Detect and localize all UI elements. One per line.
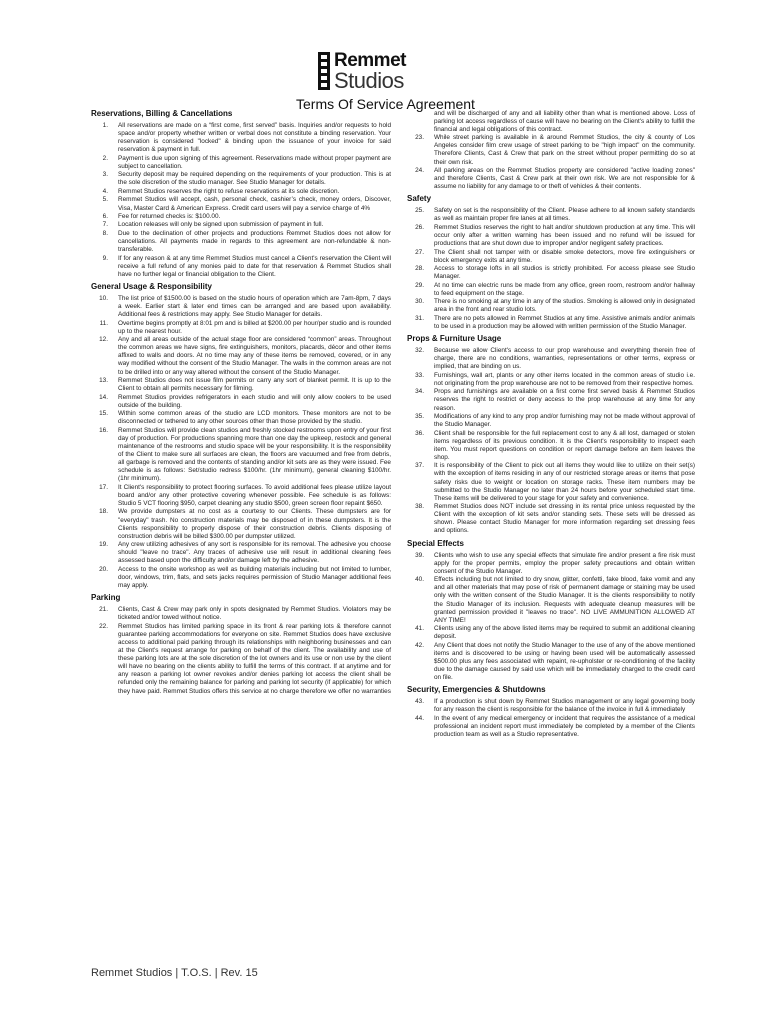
- item-text: Because we allow Client's access to our prop warehouse and everything therein free of charge, there are no conditions, warranties, representations or other terms, express or implied, that are binding on us.: [434, 347, 695, 371]
- item-text: Props and furnishings are available on a first come first served basis & Remmet Studios reserves the right to restrict or deny access to the prop warehouse at any time for any reason.: [434, 388, 695, 412]
- item-number: 25.: [415, 207, 424, 215]
- terms-item: [91, 320, 391, 336]
- document-title: Terms Of Service Agreement: [296, 96, 475, 112]
- item-number: 22.: [99, 622, 108, 630]
- item-text: While street parking is available in & around Remmet Studios, the city & county of Los Angeles consider film crew usage of street parking to be "high impact" on the community. Therefore Clients, Cast & Crew that park on the street without proper permitting do so at their own risk.: [434, 134, 695, 166]
- terms-item: [407, 503, 695, 535]
- parking-continuation: and will be discharged of any and all liability other than what is mentioned above. Loss of parking lot access regardless of cause will have no bearing on the Client's ability to fulfill the financial and legal obligations of this contract.: [434, 110, 695, 134]
- terms-item: [91, 221, 391, 229]
- section-heading-safety: Safety: [407, 194, 432, 204]
- item-text: Overtime begins promptly at 8:01 pm and is billed at $200.00 per hour/per studio and is rounded up to the nearest hour.: [118, 319, 391, 335]
- terms-item: [407, 698, 695, 714]
- item-text: Access to the onsite workshop as well as building materials including but not limited to lumber, door, windows, trim, flats, and sets jacks requires permission of Studio Manager additional fees may apply.: [118, 565, 391, 590]
- item-text: Furnishings, wall art, plants or any other items located in the common areas of studio i.e. not originating from the prop warehouse are not to be removed from their respective homes.: [434, 371, 695, 387]
- item-text: Safety on set is the responsibility of the Client. Please adhere to all known safety standards as well as maintain proper fire lanes at all times.: [434, 207, 695, 223]
- terms-item: [407, 265, 695, 281]
- terms-item: [91, 427, 391, 484]
- item-number: 41.: [415, 625, 424, 633]
- item-number: 29.: [415, 281, 424, 289]
- item-number: 24.: [415, 167, 424, 175]
- item-text: There are no pets allowed in Remmet Studios at any time. Assistive animals and/or animals to be used in a production may be allowed with written permission of the Studio Manager.: [434, 314, 695, 330]
- item-number: 36.: [415, 429, 424, 437]
- remmet-studios-logo: [318, 52, 458, 92]
- item-text: We provide dumpsters at no cost as a courtesy to our Clients. These dumpsters are for "everyday" trash. No construction materials may be disposed of in these dumpsters. It is the Clients responsibility to properly dispose of their construction debris. Clients disposing of construction debris will be billed $300.00 per dumpster utilized.: [118, 508, 391, 540]
- item-text: All reservations are made on a “first come, first served” basis. Inquiries and/or requests to hold space and/or property whether written or verbal does not constitute a binding reservation. Your reservation is considered "locked" & binding upon the issuance of your invoice for said reservation & payment in full.: [118, 122, 391, 154]
- logo-text-remmet: Remmet: [334, 50, 406, 71]
- item-text: If a production is shut down by Remmet Studios management or any legal governing body for any reason the client is responsible for the balance of the invoice in full & immediately: [434, 698, 695, 714]
- security-list: [407, 698, 695, 739]
- left-column: [91, 108, 391, 696]
- film-strip-icon: [318, 52, 330, 90]
- terms-item: [91, 255, 391, 279]
- item-text: If for any reason & at any time Remmet Studios must cancel a Client's reservation the Client will receive a full refund of any monies paid to date for that reservation & Remmet Studios shall have no further legal or financial obligation to the Client.: [118, 254, 391, 278]
- item-number: 30.: [415, 298, 424, 306]
- item-text: Any and all areas outside of the actual stage floor are considered “common” areas. Throughout the common areas we have signs, fire extinguishers, monitors, placards, décor and other items affixed to walls and doors. At no time may any of these items be removed, covered, or in any way modified without the consent of the Studio Manager. The walls in the common areas are not to be drilled into or any way altered without the consent of the Studio Manager.: [118, 336, 391, 376]
- item-text: Security deposit may be required depending on the requirements of your production. This is at the sole discretion of the studio manager. See Studio Manager for details.: [118, 171, 391, 187]
- terms-item: [407, 576, 695, 625]
- section-heading-security: Security, Emergencies & Shutdowns: [407, 685, 546, 695]
- item-number: 20.: [99, 565, 108, 573]
- terms-item: [407, 642, 695, 682]
- terms-item: [91, 295, 391, 319]
- item-text: All parking areas on the Remmet Studios property are considered "active loading zones" and therefore Clients, Cast & Crew park at their own risk. We are not responsible for & assume no liability for any damage to or theft of vehicles & their contents.: [434, 167, 695, 191]
- item-text: The list price of $1500.00 is based on the studio hours of operation which are 7am-8pm, 7 days a week. Earlier start & later end times can be arranged and are based upon availability. Additional fees & restrictions may apply. See Studio Manager for details.: [118, 294, 391, 319]
- item-number: 31.: [415, 314, 424, 322]
- terms-item: [91, 541, 391, 565]
- item-text: Remmet Studios does not issue film permits or carry any sort of blanket permit. It is up to the Client to obtain all permits necessary for filming.: [118, 377, 391, 393]
- item-text: Remmet Studios reserves the right to refuse reservations at its sole discretion.: [118, 187, 340, 195]
- item-number: 10.: [99, 294, 108, 302]
- item-text: Effects including but not limited to dry snow, glitter, confetti, fake blood, fake vomit and any and all other materials that may pose of risk of permanent damage or staining may be used only with the written consent of the Studio Manager. It is the clients responsibility to notify the Studio Manager of its inclusion. Requests with adequate cleanup measures will be granted permission provided it "leaves no trace". NO LIVE AMMUNITION ALLOWED AT ANY TIME!: [434, 576, 695, 624]
- page-footer: Remmet Studios | T.O.S. | Rev. 15: [91, 967, 258, 979]
- item-text: Due to the declination of other projects and productions Remmet Studios does not allow for cancellations. All payments made in regards to this agreement are non-refundable & non-transferable.: [118, 229, 391, 254]
- terms-item: [91, 336, 391, 376]
- item-text: Remmet Studios provides refrigerators in each studio and will only allow coolers to be used outside of the building.: [118, 393, 391, 409]
- terms-item: [407, 462, 695, 502]
- item-number: 4.: [102, 187, 108, 195]
- terms-item: [91, 566, 391, 590]
- terms-item: [407, 552, 695, 576]
- terms-item: [91, 188, 391, 196]
- item-text: It is responsibility of the Client to pick out all items they would like to utilize on their set(s) with the exception of items residing in any of our restricted storage areas or items that pose safety risks due to weight or location on storage racks. These item numbers may be submitted to the Studio Manager no later than 24 hours before your scheduled start time. These items will be delivered to your stage for your safety and convenience.: [434, 462, 695, 502]
- section-heading-props: Props & Furniture Usage: [407, 334, 502, 344]
- item-text: Access to storage lofts in all studios is strictly prohibited. For access please see Studio Manager.: [434, 265, 695, 281]
- item-text: Clients using any of the above listed items may be required to submit an additional cleaning deposit.: [434, 625, 695, 641]
- terms-item: [407, 413, 695, 429]
- item-text: Clients who wish to use any special effects that simulate fire and/or present a fire risk must apply for the proper permits, employ the proper safety precautions and obtain written consent of the Studio Manager.: [434, 551, 695, 575]
- general-list: [91, 295, 391, 590]
- item-number: 15.: [99, 410, 108, 418]
- item-number: 32.: [415, 347, 424, 355]
- item-text: Payment is due upon signing of this agreement. Reservations made without proper payment are subject to cancellation.: [118, 154, 391, 170]
- effects-list: [407, 552, 695, 683]
- terms-item: [91, 606, 391, 622]
- item-number: 16.: [99, 426, 108, 434]
- section-heading-reservations: Reservations, Billing & Cancellations: [91, 109, 233, 118]
- item-number: 14.: [99, 393, 108, 401]
- item-text: Remmet Studios reserves the right to halt and/or shutdown production at any time. This will occur only after a written warning has been issued and no refund will be issued for productions that are shut down due to improper and/or negligent safety practices.: [434, 223, 695, 248]
- parking-list-continued: [407, 134, 695, 191]
- terms-item: [91, 484, 391, 508]
- terms-item: [407, 315, 695, 331]
- section-heading-effects: Special Effects: [407, 538, 464, 548]
- item-number: 34.: [415, 388, 424, 396]
- item-number: 8.: [102, 229, 108, 237]
- item-number: 38.: [415, 503, 424, 511]
- parking-list: [91, 606, 391, 695]
- item-number: 2.: [102, 154, 108, 162]
- terms-item: [407, 625, 695, 641]
- terms-item: [91, 171, 391, 187]
- terms-item: [407, 249, 695, 265]
- item-number: 21.: [99, 606, 108, 614]
- item-number: 23.: [415, 134, 424, 142]
- item-number: 35.: [415, 413, 424, 420]
- item-text: Location releases will only be signed upon submission of payment in full.: [118, 221, 324, 229]
- item-number: 9.: [102, 254, 108, 262]
- item-number: 11.: [99, 319, 108, 327]
- terms-item: [407, 167, 695, 191]
- item-text: Within some common areas of the studio are LCD monitors. These monitors are not to be disconnected or tethered to any other sources other than those provided by the studio.: [118, 410, 391, 426]
- item-text: In the event of any medical emergency or incident that requires the assistance of a medical professional an incident report must immediately be completed by a member of the Clients production team as well as a Studio representative.: [434, 714, 695, 739]
- section-heading-general: General Usage & Responsibility: [91, 281, 212, 291]
- terms-item: [91, 410, 391, 426]
- item-number: 43.: [415, 698, 424, 706]
- item-number: 19.: [99, 541, 108, 549]
- item-text: Fee for returned checks is: $100.00.: [118, 212, 221, 220]
- item-text: Remmet Studios will accept, cash, personal check, cashier’s check, money orders, Discover, Visa, Master Card & American Express. Credit card users will pay a service charge of 4%: [118, 196, 391, 212]
- item-number: 6.: [102, 212, 108, 220]
- logo-text-studios: Studios: [334, 68, 404, 93]
- section-heading-parking: Parking: [91, 593, 121, 603]
- terms-item: [91, 508, 391, 540]
- terms-item: [407, 430, 695, 462]
- item-number: 3.: [102, 171, 108, 179]
- terms-item: [407, 347, 695, 371]
- item-number: 13.: [99, 377, 108, 385]
- item-text: Remmet Studios has limited parking space in its front & rear parking lots & therefore cannot guarantee parking accommodations for everyone on site. Remmet Studios does have exclusive access to additional paid parking through its relationships with neighboring businesses and can at the Client's request arrange for parking on behalf of the client. The availability and use of these parking lots are at the sole discretion of the lot owners and its use or non use by the client will have no bearing on the clients ability to fulfill the terms of this contract. If at anytime and for any reason a parking lot owner revokes and/or denies parking lot access the client shall be refunded only the remaining balance for parking and parking lot security (if applicable) for which they have paid. Remmet Studios offers this service at no charge therefore we offer no warranties: [118, 622, 391, 695]
- item-number: 7.: [102, 221, 108, 229]
- item-number: 44.: [415, 714, 424, 722]
- terms-item: [407, 224, 695, 248]
- terms-item: [407, 134, 695, 166]
- props-list: [407, 347, 695, 536]
- item-text: The Client shall not tamper with or disable smoke detectors, move fire extinguishers or block emergency exits at any time.: [434, 248, 695, 264]
- item-text: Remmet Studios does NOT include set dressing in its rental price unless requested by the Client with the exception of kit sets and/or standing sets. These sets will be dressed as shown. Please contact Studio Manager for more information regarding set dressing fees and options.: [434, 503, 695, 535]
- terms-item: [407, 282, 695, 298]
- item-number: 18.: [99, 508, 108, 516]
- item-number: 17.: [99, 483, 108, 491]
- item-number: 42.: [415, 641, 424, 649]
- safety-list: [407, 207, 695, 331]
- item-text: Clients, Cast & Crew may park only in spots designated by Remmet Studios. Violators may be ticketed and/or towed without notice.: [118, 606, 391, 622]
- terms-item: [91, 122, 391, 154]
- terms-item: [91, 623, 391, 696]
- item-number: 1.: [102, 122, 108, 129]
- terms-item: [407, 207, 695, 223]
- item-number: 28.: [415, 265, 424, 273]
- item-number: 37.: [415, 462, 424, 470]
- terms-item: [407, 298, 695, 314]
- item-text: At no time can electric runs be made from any office, green room, restroom and/or hallway to feed equipment on the stage.: [434, 281, 695, 297]
- item-number: 5.: [102, 196, 108, 204]
- item-text: There is no smoking at any time in any of the studios. Smoking is allowed only in designated area in the front and rear studio lots.: [434, 298, 695, 314]
- terms-item: [91, 213, 391, 221]
- right-column: [407, 110, 695, 740]
- item-text: Client shall be responsible for the full replacement cost to any & all lost, damaged or stolen items regardless of its previous condition. It is the Client's responsibility to inspect each item. You must report questions on condition or report damage before an item leaves the shop.: [434, 429, 695, 461]
- item-text: Remmet Studios will provide clean studios and freshly stocked restrooms upon entry of your first day of production. For productions spanning more than one day the upkeep, restock and general maintenance of the restrooms and studio space will be your responsibility. It is the responsibility of the Client to make sure all surfaces are clean, the floors are vacuumed and free from debris, all garbage is removed and the contents of standing and/or kit sets are as they were issued. Fee schedule is as follows: Set/studio redress $100/hr. (1hr minimum), general cleaning $100/hr. (1hr minimum).: [118, 426, 391, 483]
- terms-item: [91, 394, 391, 410]
- terms-item: [407, 388, 695, 412]
- item-number: 26.: [415, 223, 424, 231]
- item-number: 39.: [415, 551, 424, 559]
- item-text: Any crew utilizing adhesives of any sort is responsible for its removal. The adhesive you choose should "leave no trace". Any traces of adhesive use will result in additional cleaning fees assessed based upon the difficulty and/or damage left by the adhesive.: [118, 541, 391, 565]
- item-number: 12.: [99, 336, 108, 344]
- item-text: Any Client that does not notify the Studio Manager to the use of any of the above mentioned items and is discovered to be using or having been used will be automatically assessed $500.00 plus any fees associated with repaint, re-upholster or re-conditioning of the facility due to the damage caused by said use which will be immediately charged to the credit card on file.: [434, 641, 695, 682]
- terms-item: [407, 715, 695, 739]
- terms-item: [91, 155, 391, 171]
- item-text: Modifications of any kind to any prop and/or furnishing may not be made without approval of the Studio Manager.: [434, 413, 695, 429]
- terms-item: [91, 377, 391, 393]
- terms-item: [91, 230, 391, 254]
- item-number: 33.: [415, 371, 424, 379]
- reservations-list: [91, 122, 391, 279]
- item-number: 40.: [415, 576, 424, 584]
- item-number: 27.: [415, 248, 424, 256]
- item-text: It Client's responsibility to protect flooring surfaces. To avoid additional fees please utilize layout board and/or any other protective covering whenever possible. Fee schedule is as follows: Studio 5 VCT flooring $950, carpet cleaning any studio $500, green screen floor repaint $650.: [118, 483, 391, 507]
- terms-item: [407, 372, 695, 388]
- terms-item: [91, 196, 391, 212]
